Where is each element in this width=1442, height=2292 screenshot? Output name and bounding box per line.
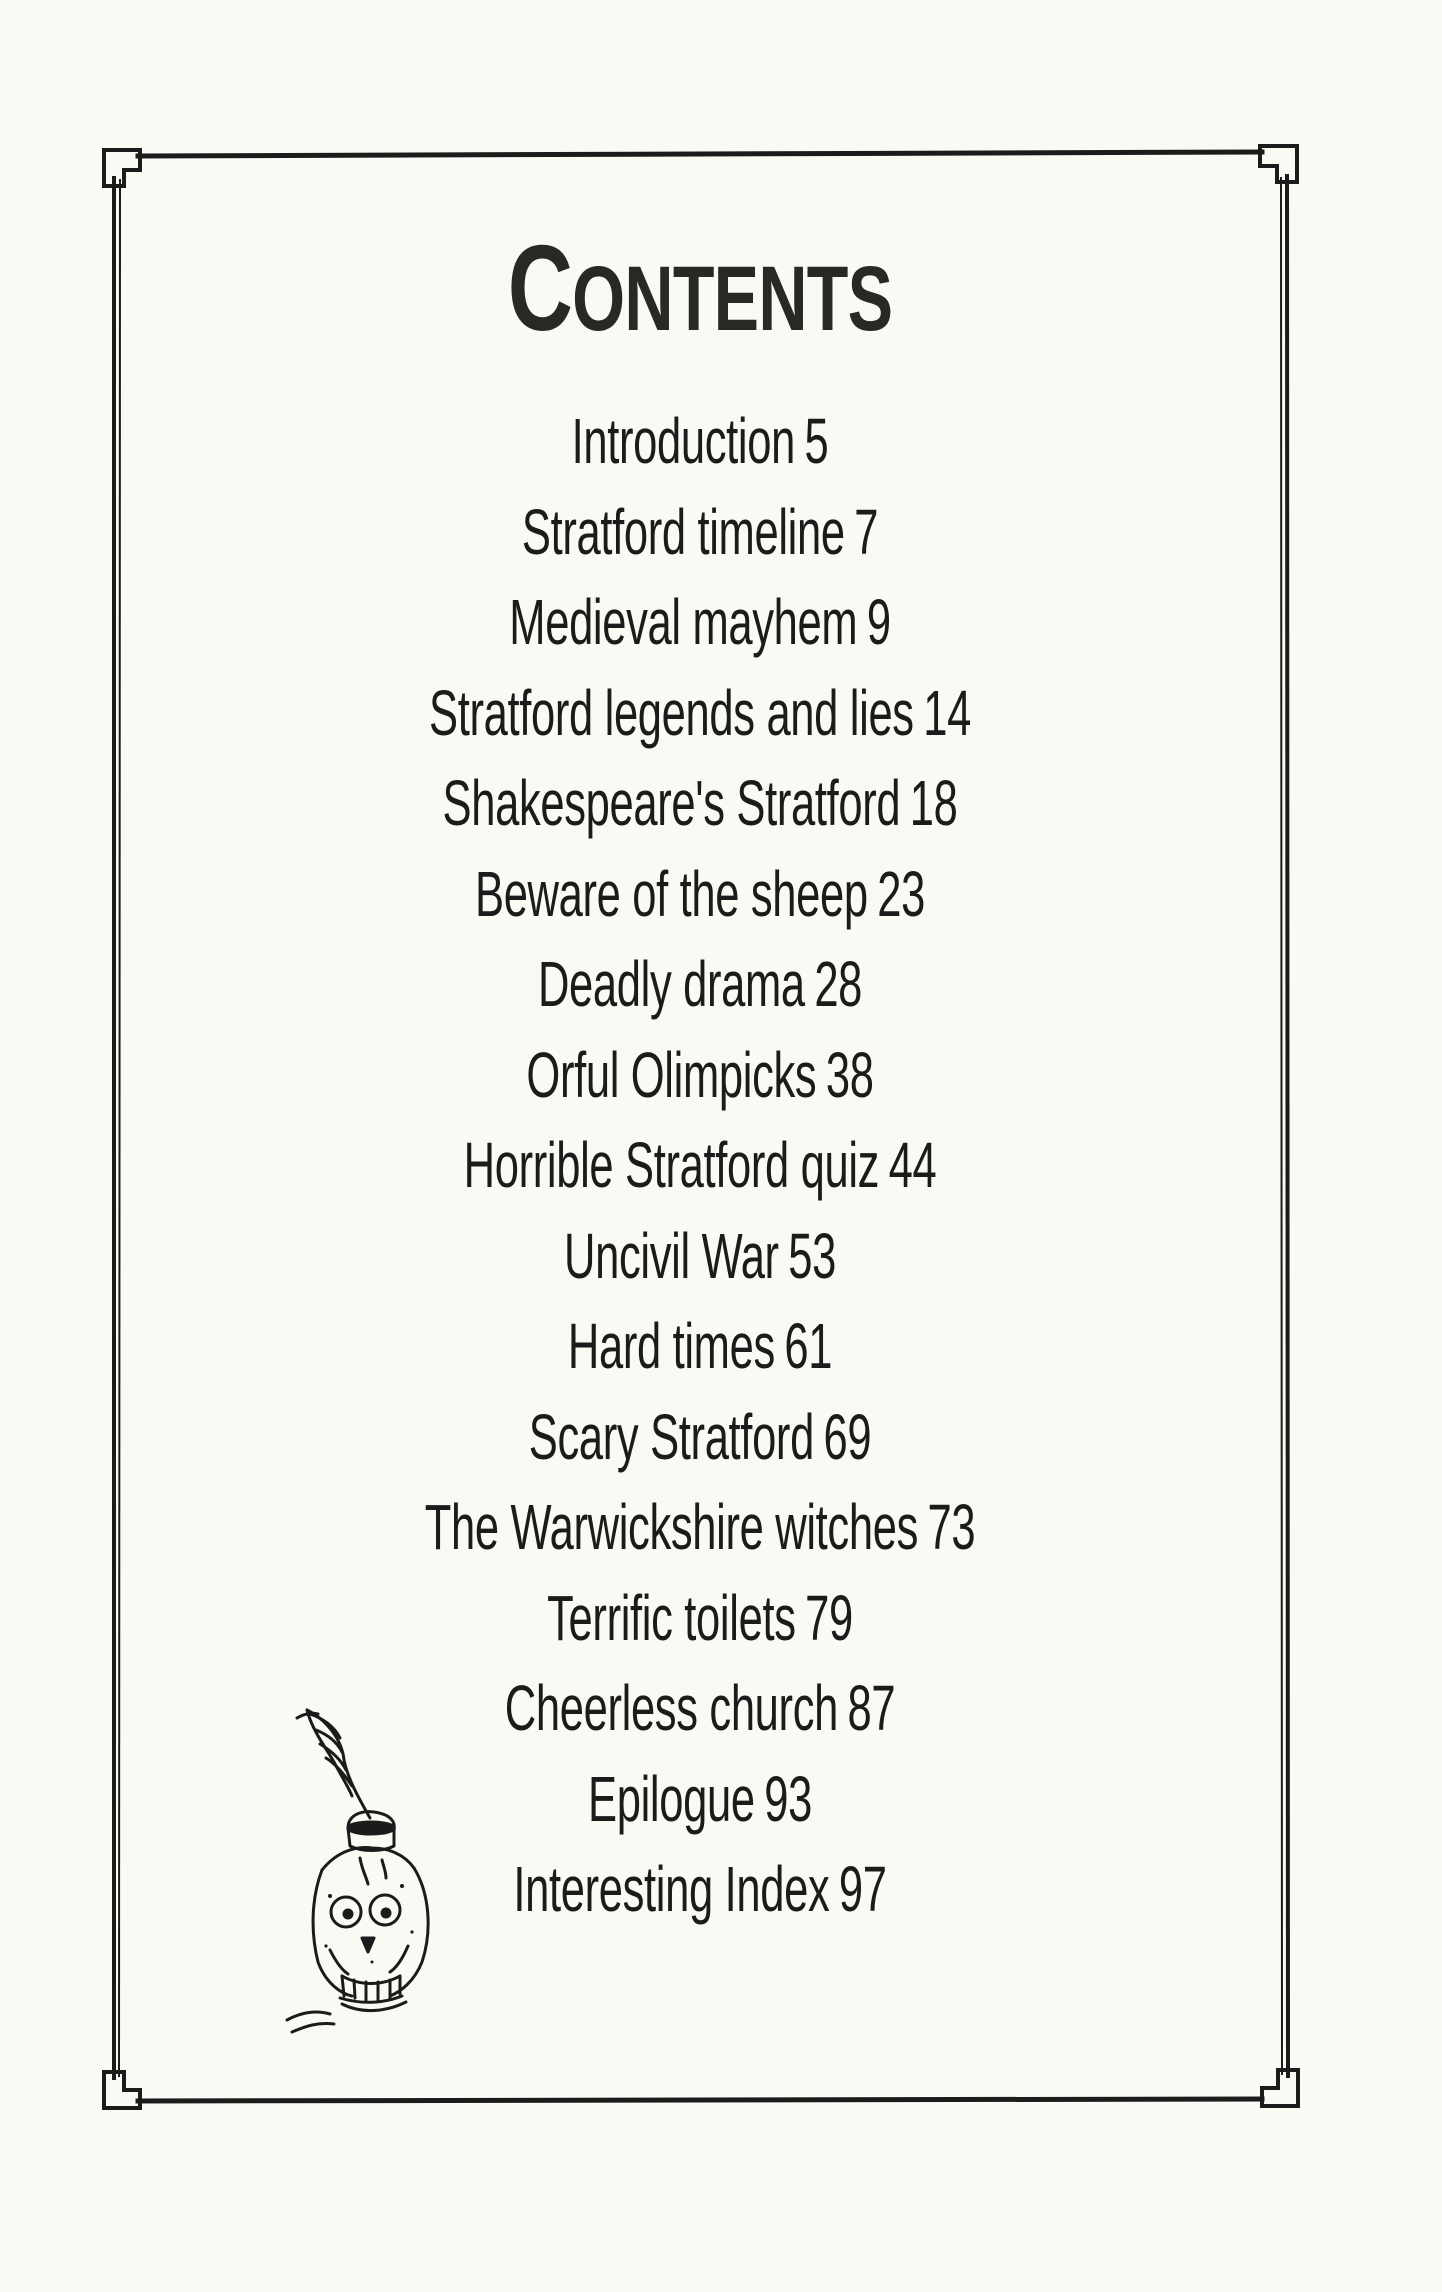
- toc-entry: Cheerless church 87: [504, 1672, 896, 1744]
- toc-entry: Interesting Index 97: [513, 1853, 887, 1925]
- toc-entry: Terrific toilets 79: [547, 1581, 853, 1654]
- page-title: CONTENTS: [507, 220, 893, 356]
- toc-entry: Stratford timeline 7: [521, 495, 879, 568]
- toc-entry: Stratford legends and lies 14: [429, 676, 971, 749]
- toc-entry: Orful Olimpicks 38: [526, 1038, 874, 1111]
- table-of-contents: [0, 396, 1400, 1935]
- toc-entry: Scary Stratford 69: [528, 1400, 872, 1473]
- toc-entry: Medieval mayhem 9: [509, 586, 891, 658]
- toc-entry: Uncivil War 53: [564, 1219, 836, 1292]
- toc-entry: Horrible Stratford quiz 44: [463, 1129, 937, 1201]
- toc-entry: Introduction 5: [571, 405, 829, 477]
- toc-entry: Beware of the sheep 23: [475, 857, 925, 930]
- toc-entry: Hard times 61: [567, 1310, 833, 1382]
- toc-entry: Epilogue 93: [588, 1762, 812, 1835]
- toc-entry: Shakespeare's Stratford 18: [442, 767, 958, 839]
- toc-entry: Deadly drama 28: [537, 948, 863, 1020]
- toc-entry: The Warwickshire witches 73: [424, 1491, 976, 1563]
- skull-with-inkwell-and-quill-icon: [282, 1700, 472, 2040]
